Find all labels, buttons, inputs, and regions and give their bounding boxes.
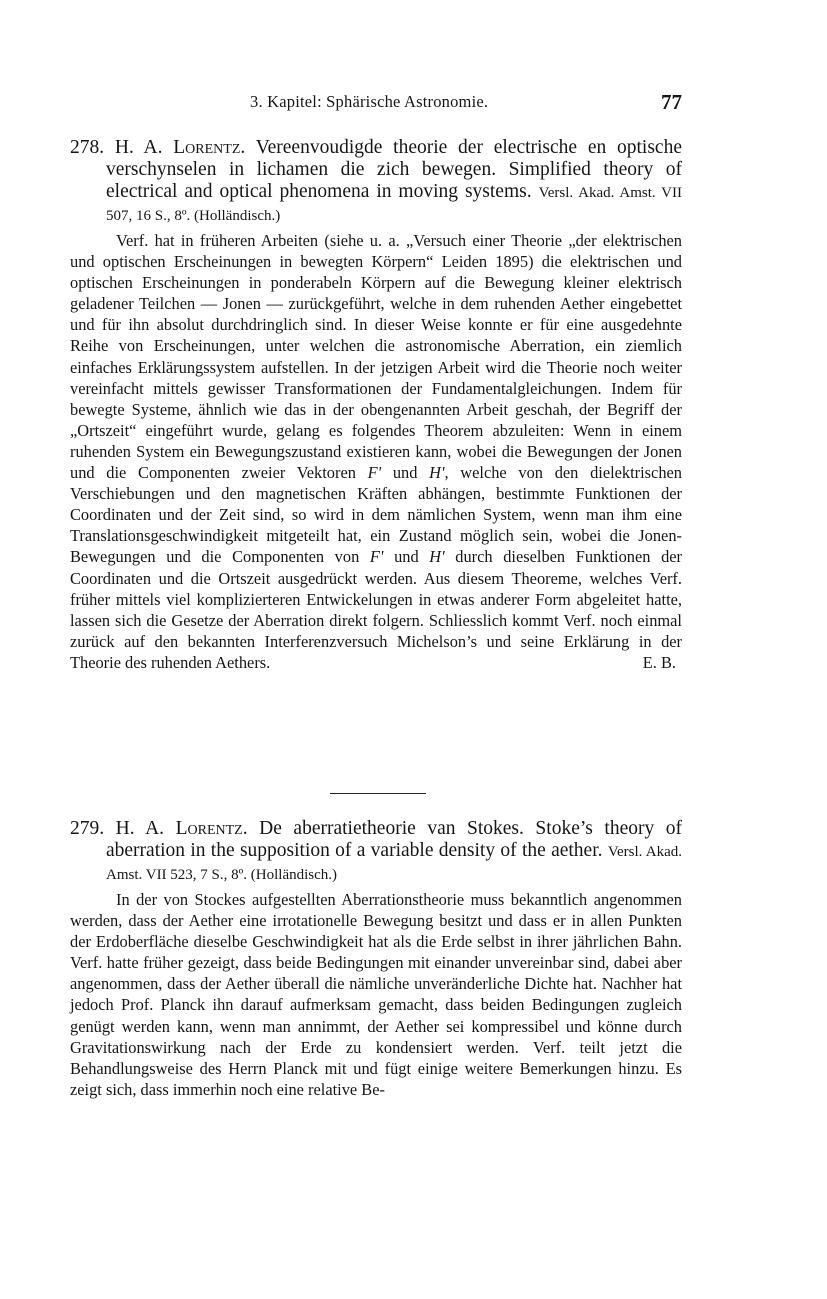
bibliography-entry-279 (70, 818, 682, 1100)
entry-title: Vereenvoudigde theorie der electrische en optische verschynselen in lichamen die zich bewegen. Simplified theory of electrical and optical phenomena in moving systems. (106, 137, 682, 202)
abstract-segment: und (381, 463, 430, 483)
abstract-text (70, 230, 682, 673)
entry-title: De aberratietheorie van Stokes. Stoke’s theory of aberration in the supposition of a variable density of the aether. (106, 818, 683, 861)
vector-symbol: H' (429, 463, 445, 483)
entry-number: 278. (70, 137, 105, 158)
entry-number: 279. (70, 818, 105, 839)
page-number: 77 (661, 90, 682, 114)
vector-symbol: F' (369, 547, 384, 567)
entry-title-block (70, 137, 682, 227)
entry-author: H. A. Lorentz. (115, 818, 248, 839)
entry-source: Versl. Akad. Amst. VII 523, 7 S., 8º. (Holländisch.) (106, 844, 682, 883)
entry-author: H. A. Lorentz. (114, 137, 246, 158)
section-divider (330, 793, 426, 794)
abstract-text: In der von Stockes aufgestellten Aberrationstheorie muss bekanntlich angenommen werden, dass der Aether eine irrotationelle Bewegung besitzt und dass er in allen Punkten der Erdoberfläche dieselbe Geschwindigkeit hat als die Erde selbst in ihrer jährlichen Bahn. Verf. hatte früher gezeigt, dass beide Bedingungen mit einander unvereinbar sind, dabei aber angenommen, dass der Aether überall die nämliche unveränderliche Dichte hat. Nachher hat jedoch Prof. Planck ihn darauf aufmerksam gemacht, dass beiden Bedingungen zugleich genügt werden kann, wenn man annimmt, der Aether sei kompressibel und könne durch Gravitationswirkung nach der Erde zu kondensiert werden. Verf. teilt jetzt die Behandlungsweise des Herrn Planck mit und fügt einige weitere Bemerkungen hinzu. Es zeigt sich, dass immerhin noch eine relative Be- (70, 890, 682, 1099)
vector-symbol: H' (429, 547, 445, 567)
vector-symbol: F' (367, 463, 382, 483)
entry-source: Versl. Akad. Amst. VII 507, 16 S., 8º. (Holländisch.) (106, 185, 682, 224)
entry-title-block (70, 818, 682, 886)
reviewer-signature: E. B. (642, 652, 676, 672)
running-head: 3. Kapitel: Sphärische Astronomie. (250, 92, 489, 111)
abstract-segment: , welche von den dielektrischen Verschiebungen und den magnetischen Kräften abhängen, bestimmte Funktionen der Coordinaten und der Zeit sind, so wird in dem nämlichen System, wenn man ihm eine Translationsgeschwindigkeit mitgeteilt hat, ein Zustand möglich sein, wobei die Jonen-Bewegungen und die Componenten von (70, 463, 682, 567)
abstract-segment: und (383, 547, 430, 567)
abstract-segment: durch dieselben Funktionen der Coordinaten und die Ortszeit ausgedrückt werden. Aus diesem Theoreme, welches Verf. früher mittels viel komplizierteren Entwickelungen in etwas anderer Form abgeleitet hatte, lassen sich die Gesetze der Aberration direkt folgern. Schliesslich kommt Verf. noch einmal zurück auf den bekannten Interferenzversuch Michelson’s und seine Erklärung in der Theorie des ruhenden Aethers. (70, 547, 682, 672)
abstract-segment: Verf. hat in früheren Arbeiten (siehe u. a. „Versuch einer Theorie „der elektrischen und optischen Erscheinungen in bewegten Körpern“ Leiden 1895) die elektrischen und optischen Erscheinungen in ponderabeln Körpern auf die Bewegung kleiner elektrisch geladener Teilchen — Jonen — zurückgeführt, welche in dem ruhenden Aether eingebettet und für ihn absolut durchdringlich sind. In dieser Weise konnte er für eine ausgedehnte Reihe von Erscheinungen, unter welchen die astronomische Aberration, ein ziemlich einfaches Erklärungssystem aufstellen. In der jetzigen Arbeit wird die Theorie noch weiter vereinfacht mittels gewisser Transformationen der Fundamentalgleichungen. Indem für bewegte Systeme, ähnlich wie das in der obengenannten Arbeit geschah, der Begriff der „Ortszeit“ eingeführt wurde, gelang es folgendes Theorem abzuleiten: Wenn in einem ruhenden System ein Bewegungszustand existieren kann, wobei die Bewegungen der Jonen und die Componenten zweier Vektoren (70, 231, 682, 483)
bibliography-entry-278 (70, 137, 682, 673)
page-header (70, 92, 682, 118)
